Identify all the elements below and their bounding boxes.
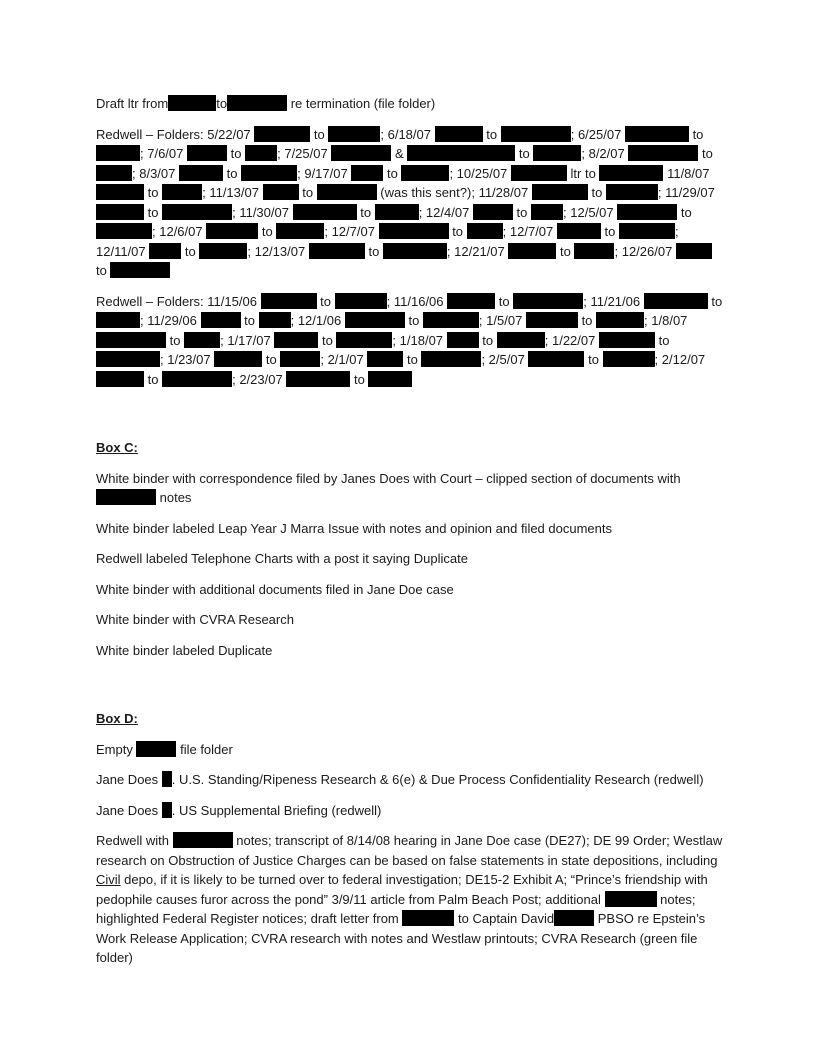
redaction	[367, 351, 403, 367]
folder-separator: ;	[644, 313, 652, 328]
redaction	[187, 145, 227, 161]
folder-to: to	[591, 185, 603, 200]
folder-separator: ;	[324, 224, 332, 239]
draft-letter-post: re termination (file folder)	[290, 96, 436, 111]
folder-date: 11/13/07	[209, 185, 259, 200]
redaction	[199, 243, 247, 259]
box-d-jane-does-2: Jane Does . US Supplemental Briefing (redwell)	[96, 802, 382, 818]
folder-date: 11/29/07	[665, 185, 715, 200]
redaction	[345, 312, 405, 328]
redaction	[96, 165, 132, 181]
redaction	[402, 910, 454, 926]
redaction	[676, 243, 712, 259]
folder-separator: ;	[570, 126, 578, 142]
folder-separator: ;	[380, 126, 388, 142]
folder-to: to	[386, 165, 398, 181]
redaction	[447, 293, 495, 309]
folder-date: 11/28/07	[478, 185, 529, 200]
folder-separator: ;	[247, 243, 255, 259]
redaction	[162, 184, 202, 200]
folder-date: 11/29/06	[147, 313, 197, 328]
redaction	[596, 312, 644, 328]
box-c-item-6: White binder labeled Duplicate	[96, 642, 273, 658]
folder-to: to	[368, 243, 380, 259]
folder-date: 7/6/07	[147, 146, 184, 161]
redaction	[379, 223, 449, 239]
folder-date: 12/21/07	[454, 243, 505, 259]
folder-to: ltr to	[570, 165, 596, 181]
folder-to: to	[302, 185, 314, 200]
folder-separator: ;	[581, 146, 589, 161]
redaction	[644, 293, 708, 309]
folder-to: to	[265, 352, 277, 367]
folder-separator: ;	[140, 146, 148, 161]
redaction	[383, 243, 447, 259]
folder-separator: ;	[449, 165, 457, 181]
redaction	[96, 371, 144, 387]
redaction	[423, 312, 479, 328]
folder-to: to	[702, 146, 713, 161]
redaction	[261, 293, 317, 309]
folder-date: 6/18/07	[387, 126, 431, 142]
folder-date: 12/4/07	[425, 204, 470, 220]
folder-separator: ;	[277, 146, 285, 161]
folders-prefix: Redwell – Folders:	[96, 293, 208, 309]
folder-separator: ;	[544, 332, 552, 348]
redaction	[375, 204, 419, 220]
redaction	[259, 312, 291, 328]
folder-separator: ;	[132, 165, 140, 181]
redaction	[96, 312, 140, 328]
redaction	[309, 243, 365, 259]
box-d-heading: Box D:	[96, 711, 138, 726]
redaction	[162, 371, 232, 387]
folder-separator: ;	[481, 352, 489, 367]
redaction	[619, 223, 675, 239]
folder-to: to	[680, 204, 692, 220]
folder-date: 12/7/07	[509, 224, 554, 239]
folder-to: to	[320, 293, 332, 309]
folder-separator: ;	[614, 243, 622, 259]
draft-letter-entry	[96, 94, 726, 114]
folder-separator: ;	[386, 293, 394, 309]
redaction	[254, 126, 310, 142]
redaction	[136, 741, 176, 757]
folders-prefix: Redwell – Folders:	[96, 126, 208, 142]
folder-date: 11/8/07	[667, 165, 710, 181]
folder-separator: (was this sent?);	[376, 185, 479, 200]
box-c-item-5: White binder with CVRA Research	[96, 612, 294, 627]
redaction	[463, 145, 515, 161]
folder-to: to	[360, 204, 372, 220]
folder-separator: ;	[290, 313, 298, 328]
box-c-item-2: White binder labeled Leap Year J Marra Issue with notes and opinion and filed documents	[96, 520, 612, 536]
redaction	[227, 95, 287, 111]
redaction	[557, 223, 601, 239]
folder-date: 1/18/07	[399, 332, 444, 348]
redaction	[162, 802, 172, 818]
redaction	[368, 371, 412, 387]
folder-date: 9/17/07	[304, 165, 348, 181]
redaction	[574, 243, 614, 259]
folder-date: 11/21/06	[590, 293, 641, 309]
redaction	[467, 223, 503, 239]
box-d-jane-does-1: Jane Does . U.S. Standing/Ripeness Research & 6(e) & Due Process Confidentiality Research (redwell)	[96, 772, 704, 787]
redaction	[149, 243, 181, 259]
folder-separator: ;	[297, 165, 305, 181]
folder-separator: ;	[220, 332, 228, 348]
folder-separator: ;	[478, 313, 487, 328]
redaction	[335, 293, 387, 309]
redaction	[511, 165, 567, 181]
redaction	[96, 489, 156, 505]
folder-date: 6/25/07	[577, 126, 622, 142]
folder-to: to	[261, 224, 273, 239]
folder-separator: ;	[674, 224, 679, 239]
redaction	[206, 223, 258, 239]
box-d-redwell: Redwell with notes; transcript of 8/14/08 hearing in Jane Doe case (DE27); DE 99 Order; Westlaw research on Obstruction of Justice Charges can be based on false statements in state depositions, including Civil depo, if it is likely to be turned over to federal investigation; DE15-2 Exhibit A; “Prince’s friendship with pedophile causes furor across the pond” 3/9/11 article from Palm Beach Post; additional notes; highlighted Federal Register notices; draft letter from to Captain David PBSO re Epstein’s Work Release Application; CVRA research with notes and Westlaw printouts; CVRA Research (green file folder)	[96, 833, 723, 965]
redaction	[625, 126, 689, 142]
redaction	[599, 332, 655, 348]
redaction	[328, 126, 380, 142]
redaction	[421, 351, 481, 367]
draft-letter-pre: Draft ltr from	[96, 96, 169, 111]
folder-to: to	[516, 204, 528, 220]
redaction	[508, 243, 556, 259]
folder-to: to	[169, 332, 181, 348]
redaction	[447, 332, 479, 348]
folder-date: 8/3/07	[139, 165, 176, 181]
box-c-item-3: Redwell labeled Telephone Charts with a post it saying Duplicate	[96, 551, 468, 566]
folder-date: 10/25/07	[456, 165, 508, 181]
folder-separator: ;	[160, 352, 168, 367]
folder-date: 8/2/07	[588, 146, 625, 161]
redaction	[533, 145, 581, 161]
folder-date: 2/12/07	[661, 352, 706, 367]
folder-to: to	[560, 243, 571, 259]
box-c-item-4: White binder with additional documents filed in Jane Doe case	[96, 581, 454, 597]
box-c-item-1: White binder with correspondence filed by Janes Does with Court – clipped section of documents with notes	[96, 470, 681, 505]
folder-date: 1/8/07	[651, 313, 688, 328]
folder-separator: ;	[140, 313, 148, 328]
folder-date: 1/17/07	[227, 332, 271, 348]
folder-to: to	[486, 126, 498, 142]
redaction	[201, 312, 241, 328]
folder-to: to	[711, 293, 723, 309]
redaction	[280, 351, 320, 367]
redaction	[435, 126, 483, 142]
redaction	[351, 165, 383, 181]
folder-separator: ;	[232, 204, 240, 220]
redaction	[96, 351, 160, 367]
civil-underlined: Civil	[96, 872, 121, 887]
redaction	[628, 145, 698, 161]
folder-date: 2/1/07	[327, 352, 364, 367]
folder-date: 2/23/07	[239, 371, 283, 387]
redaction	[96, 204, 144, 220]
folder-to: to	[406, 352, 418, 367]
folder-separator: ;	[563, 204, 571, 220]
redaction	[513, 293, 583, 309]
folder-to: to	[658, 332, 670, 348]
folder-to: to	[244, 313, 255, 328]
redaction	[336, 332, 392, 348]
redaction	[162, 771, 172, 787]
folder-separator: ;	[232, 371, 240, 387]
redaction	[179, 165, 223, 181]
redaction	[617, 204, 677, 220]
redaction	[526, 312, 578, 328]
folder-date: 1/5/07	[486, 313, 523, 328]
folder-date: 1/22/07	[551, 332, 596, 348]
folder-date: 12/5/07	[570, 204, 614, 220]
redaction	[173, 832, 233, 848]
redaction	[286, 371, 350, 387]
folder-to: to	[147, 371, 159, 387]
redaction	[473, 204, 513, 220]
folder-separator: ;	[583, 293, 591, 309]
folder-date: 5/22/07	[207, 126, 251, 142]
folder-separator: ;	[152, 224, 160, 239]
folder-date: 11/30/07	[239, 204, 289, 220]
folder-date: 11/15/06	[207, 293, 257, 309]
redaction	[214, 351, 262, 367]
redaction	[184, 332, 220, 348]
folder-to: to	[321, 332, 333, 348]
redaction	[554, 910, 594, 926]
folder-to: to	[692, 126, 704, 142]
folder-date: 2/5/07	[488, 352, 525, 367]
folder-separator: ;	[320, 352, 328, 367]
folder-date: 11/16/06	[393, 293, 444, 309]
redaction	[241, 165, 297, 181]
folder-to: to	[147, 185, 159, 200]
folder-date: 12/11/07	[96, 243, 146, 259]
folder-date: 12/6/07	[159, 224, 203, 239]
folder-date: 12/7/07	[331, 224, 375, 239]
box-c-heading: Box C:	[96, 440, 138, 455]
folder-date: 12/26/07	[621, 243, 673, 259]
redaction	[96, 184, 144, 200]
redaction	[263, 184, 299, 200]
redaction	[605, 891, 657, 907]
folder-date: 12/1/06	[297, 313, 342, 328]
redaction	[501, 126, 571, 142]
folder-to: to	[96, 263, 107, 278]
redwell-folders-2006	[96, 292, 726, 390]
redaction	[110, 262, 170, 278]
folder-date: 7/25/07	[284, 146, 328, 161]
redaction	[331, 145, 391, 161]
folder-to: to	[604, 224, 616, 239]
folder-separator: ;	[446, 243, 455, 259]
folder-to: to	[147, 204, 159, 220]
folder-date: 1/23/07	[167, 352, 211, 367]
folder-to: to	[184, 243, 196, 259]
box-d-empty-folder: Empty file folder	[96, 741, 233, 757]
redaction	[603, 351, 655, 367]
redaction	[606, 184, 658, 200]
redaction	[317, 184, 377, 200]
folder-to: to	[482, 332, 494, 348]
folder-to: to	[452, 224, 464, 239]
redaction	[274, 332, 318, 348]
redaction	[162, 204, 232, 220]
folder-date: 12/13/07	[254, 243, 306, 259]
redaction	[96, 145, 140, 161]
folder-to: to	[498, 293, 510, 309]
redaction	[531, 204, 563, 220]
draft-letter-mid: to	[216, 96, 228, 111]
redaction	[599, 165, 663, 181]
folder-separator: ;	[657, 185, 666, 200]
folder-to: to	[588, 352, 599, 367]
folder-to: &	[394, 146, 408, 161]
redaction	[96, 332, 166, 348]
redaction	[532, 184, 588, 200]
folder-separator: ;	[202, 185, 210, 200]
folder-to: to	[313, 126, 325, 142]
folder-separator: ;	[418, 204, 426, 220]
redaction	[401, 165, 449, 181]
document-page	[96, 94, 726, 979]
folder-to: to	[230, 146, 242, 161]
redaction	[407, 145, 463, 161]
folder-separator: ;	[392, 332, 400, 348]
redaction	[528, 351, 584, 367]
folder-separator: ;	[654, 352, 662, 367]
redaction	[276, 223, 324, 239]
folder-separator: ;	[502, 224, 510, 239]
folder-to: to	[226, 165, 238, 181]
redaction	[497, 332, 545, 348]
redaction	[168, 95, 216, 111]
folder-to: to	[581, 313, 593, 328]
redaction	[293, 204, 357, 220]
folder-to: to	[518, 146, 530, 161]
redaction	[245, 145, 277, 161]
folder-to: to	[353, 371, 365, 387]
redaction	[96, 223, 152, 239]
folder-to: to	[408, 313, 420, 328]
redwell-folders-2007	[96, 125, 726, 281]
